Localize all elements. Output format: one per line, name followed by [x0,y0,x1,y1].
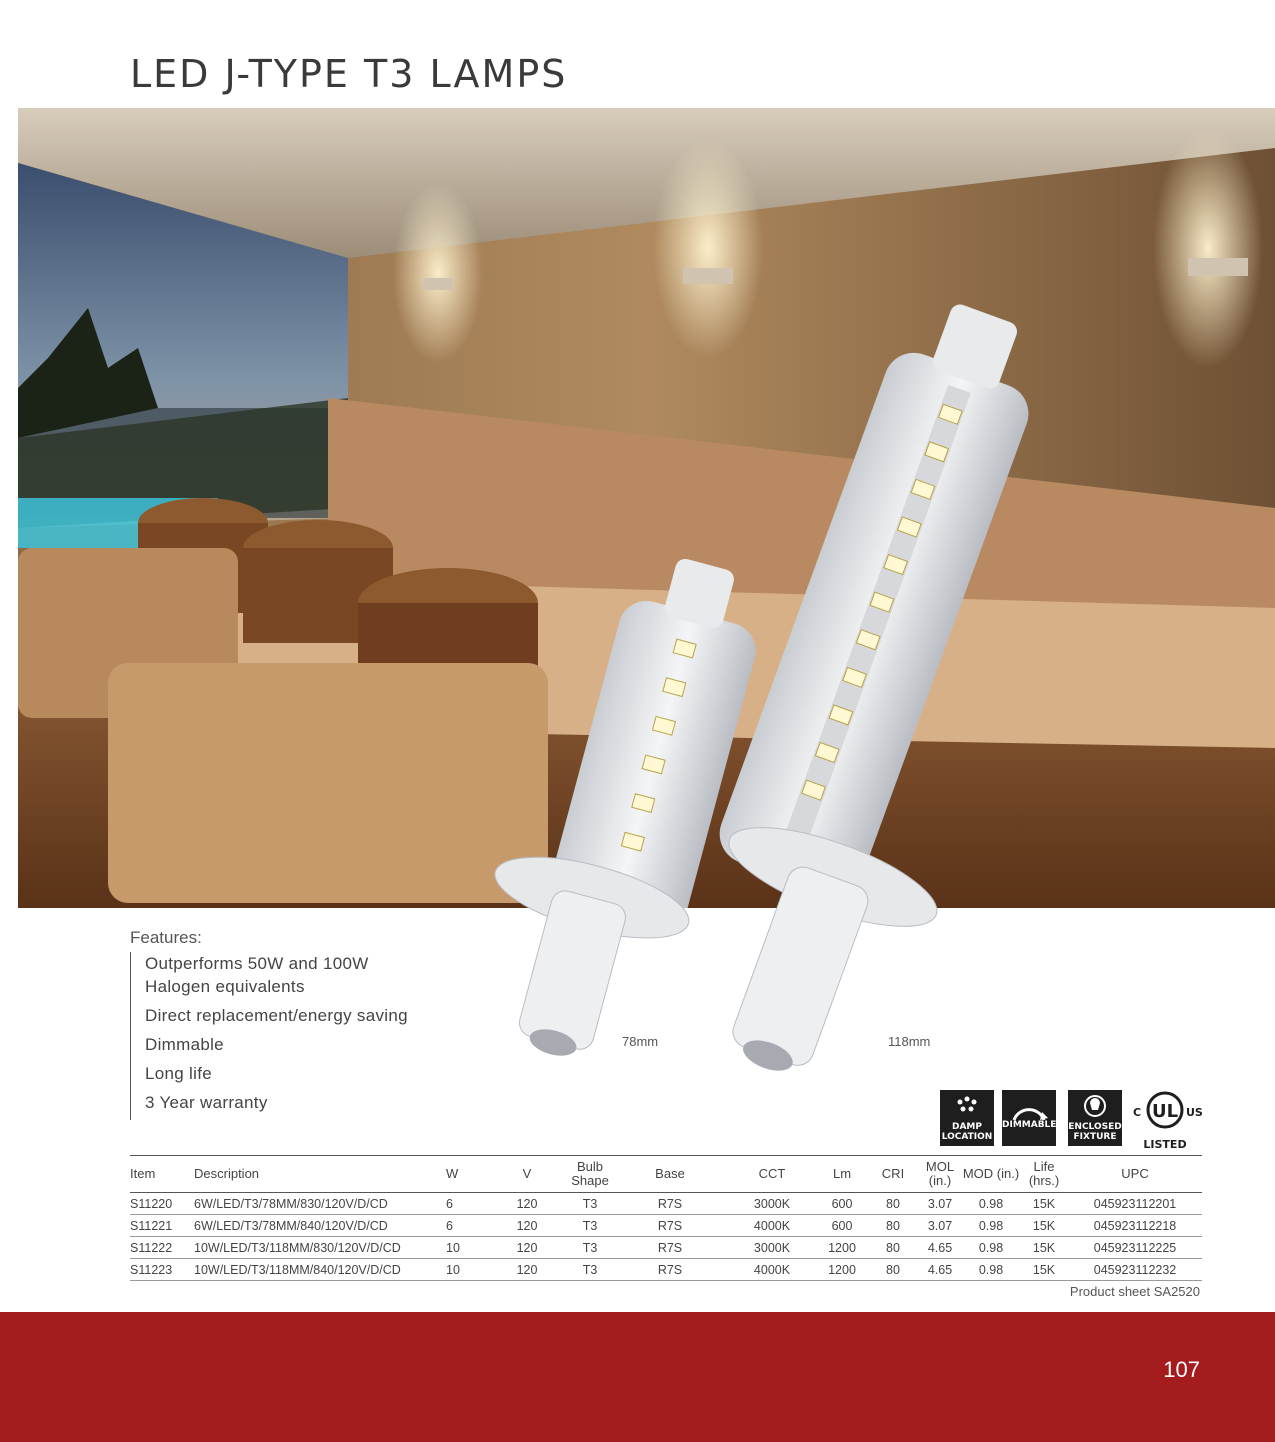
table-cell: S11221 [130,1215,194,1237]
badge-label: LISTED [1143,1138,1187,1151]
enclosed-bulb-icon [1068,1094,1122,1120]
caption-short-lamp: 78mm [622,1034,659,1049]
table-header-row [130,1156,1202,1193]
table-cell: 80 [868,1193,918,1215]
hero-image [18,108,1275,908]
table-cell: 15K [1020,1237,1068,1259]
table-cell: 0.98 [962,1259,1020,1281]
svg-text:US: US [1186,1106,1203,1119]
table-cell: 600 [816,1215,868,1237]
table-cell: 0.98 [962,1215,1020,1237]
table-cell: 6 [446,1193,486,1215]
feature-item: 3 Year warranty [145,1093,268,1112]
dimmable-badge [1002,1090,1056,1146]
table-row [130,1237,1202,1259]
table-cell: 120 [486,1215,568,1237]
column-header: V [486,1156,568,1193]
table-cell: 4.65 [918,1259,962,1281]
table-cell: T3 [568,1237,612,1259]
enclosed-fixture-badge [1068,1090,1122,1146]
lamp-caps [480,820,1000,1120]
table-cell: 3.07 [918,1215,962,1237]
table-cell: 80 [868,1215,918,1237]
table-cell: 0.98 [962,1237,1020,1259]
table-cell: S11220 [130,1193,194,1215]
column-header: CRI [868,1156,918,1193]
table-cell: T3 [568,1193,612,1215]
table-cell: 0.98 [962,1193,1020,1215]
table-cell: S11223 [130,1259,194,1281]
table-cell: 15K [1020,1259,1068,1281]
table-cell: S11222 [130,1237,194,1259]
table-cell: R7S [612,1259,728,1281]
svg-text:C: C [1133,1106,1142,1119]
ul-listed-badge [1126,1090,1204,1151]
table-cell: R7S [612,1215,728,1237]
table-cell: 15K [1020,1215,1068,1237]
table-cell: 600 [816,1193,868,1215]
feature-item: Dimmable [145,1035,224,1054]
table-cell: 120 [486,1193,568,1215]
table-cell: 10 [446,1259,486,1281]
table-cell: 80 [868,1237,918,1259]
feature-item: Long life [145,1064,212,1083]
column-header: Item [130,1156,194,1193]
badge-label: DAMP [952,1122,982,1132]
column-header: W [446,1156,486,1193]
column-header: MOL (in.) [918,1156,962,1193]
column-header: MOD (in.) [962,1156,1020,1193]
page-number: 107 [1163,1357,1200,1382]
table-row [130,1259,1202,1281]
table-cell: 10 [446,1237,486,1259]
table-cell: 045923112232 [1068,1259,1202,1281]
ul-listed-icon [1126,1090,1204,1134]
badge-label: LOCATION [941,1132,993,1142]
table-cell: 045923112201 [1068,1193,1202,1215]
table-cell: 15K [1020,1193,1068,1215]
feature-item: Direct replacement/energy saving [145,1006,408,1025]
column-header: UPC [1068,1156,1202,1193]
certification-badges [940,1090,1205,1151]
column-header: CCT [728,1156,816,1193]
table-cell: 4.65 [918,1237,962,1259]
badge-label: DIMMABLE [1002,1120,1057,1130]
column-header: Bulb Shape [568,1156,612,1193]
table-cell: 10W/LED/T3/118MM/830/120V/D/CD [194,1237,446,1259]
svg-text:UL: UL [1151,1101,1179,1122]
table-cell: 120 [486,1237,568,1259]
column-header: Description [194,1156,446,1193]
table-cell: T3 [568,1215,612,1237]
table-cell: 80 [868,1259,918,1281]
table-cell: R7S [612,1193,728,1215]
table-cell: 1200 [816,1259,868,1281]
table-cell: T3 [568,1259,612,1281]
table-cell: 3.07 [918,1193,962,1215]
table-cell: 4000K [728,1259,816,1281]
table-cell: 120 [486,1259,568,1281]
column-header: Base [612,1156,728,1193]
caption-long-lamp: 118mm [888,1034,931,1049]
table-cell: 3000K [728,1237,816,1259]
badge-label: FIXTURE [1073,1132,1117,1142]
product-sheet-reference: Product sheet SA2520 [1069,1284,1200,1299]
table-cell: 4000K [728,1215,816,1237]
table-row [130,1193,1202,1215]
table-cell: 10W/LED/T3/118MM/840/120V/D/CD [194,1259,446,1281]
features-list [130,952,415,1120]
footer-band [0,1312,1275,1442]
table-cell: R7S [612,1237,728,1259]
badge-label: ENCLOSED [1068,1122,1122,1132]
water-drops-icon [940,1094,994,1118]
column-header: Life (hrs.) [1020,1156,1068,1193]
table-cell: 6W/LED/T3/78MM/840/120V/D/CD [194,1215,446,1237]
page-title: LED J-TYPE T3 LAMPS [130,52,568,96]
spec-table [130,1155,1202,1281]
feature-item: Outperforms 50W and 100W Halogen equivalents [145,954,369,996]
features-heading: Features: [130,928,202,947]
table-cell: 1200 [816,1237,868,1259]
table-cell: 045923112218 [1068,1215,1202,1237]
table-cell: 3000K [728,1193,816,1215]
damp-location-badge [940,1090,994,1146]
table-row [130,1215,1202,1237]
table-cell: 6 [446,1215,486,1237]
table-cell: 6W/LED/T3/78MM/830/120V/D/CD [194,1193,446,1215]
table-cell: 045923112225 [1068,1237,1202,1259]
column-header: Lm [816,1156,868,1193]
